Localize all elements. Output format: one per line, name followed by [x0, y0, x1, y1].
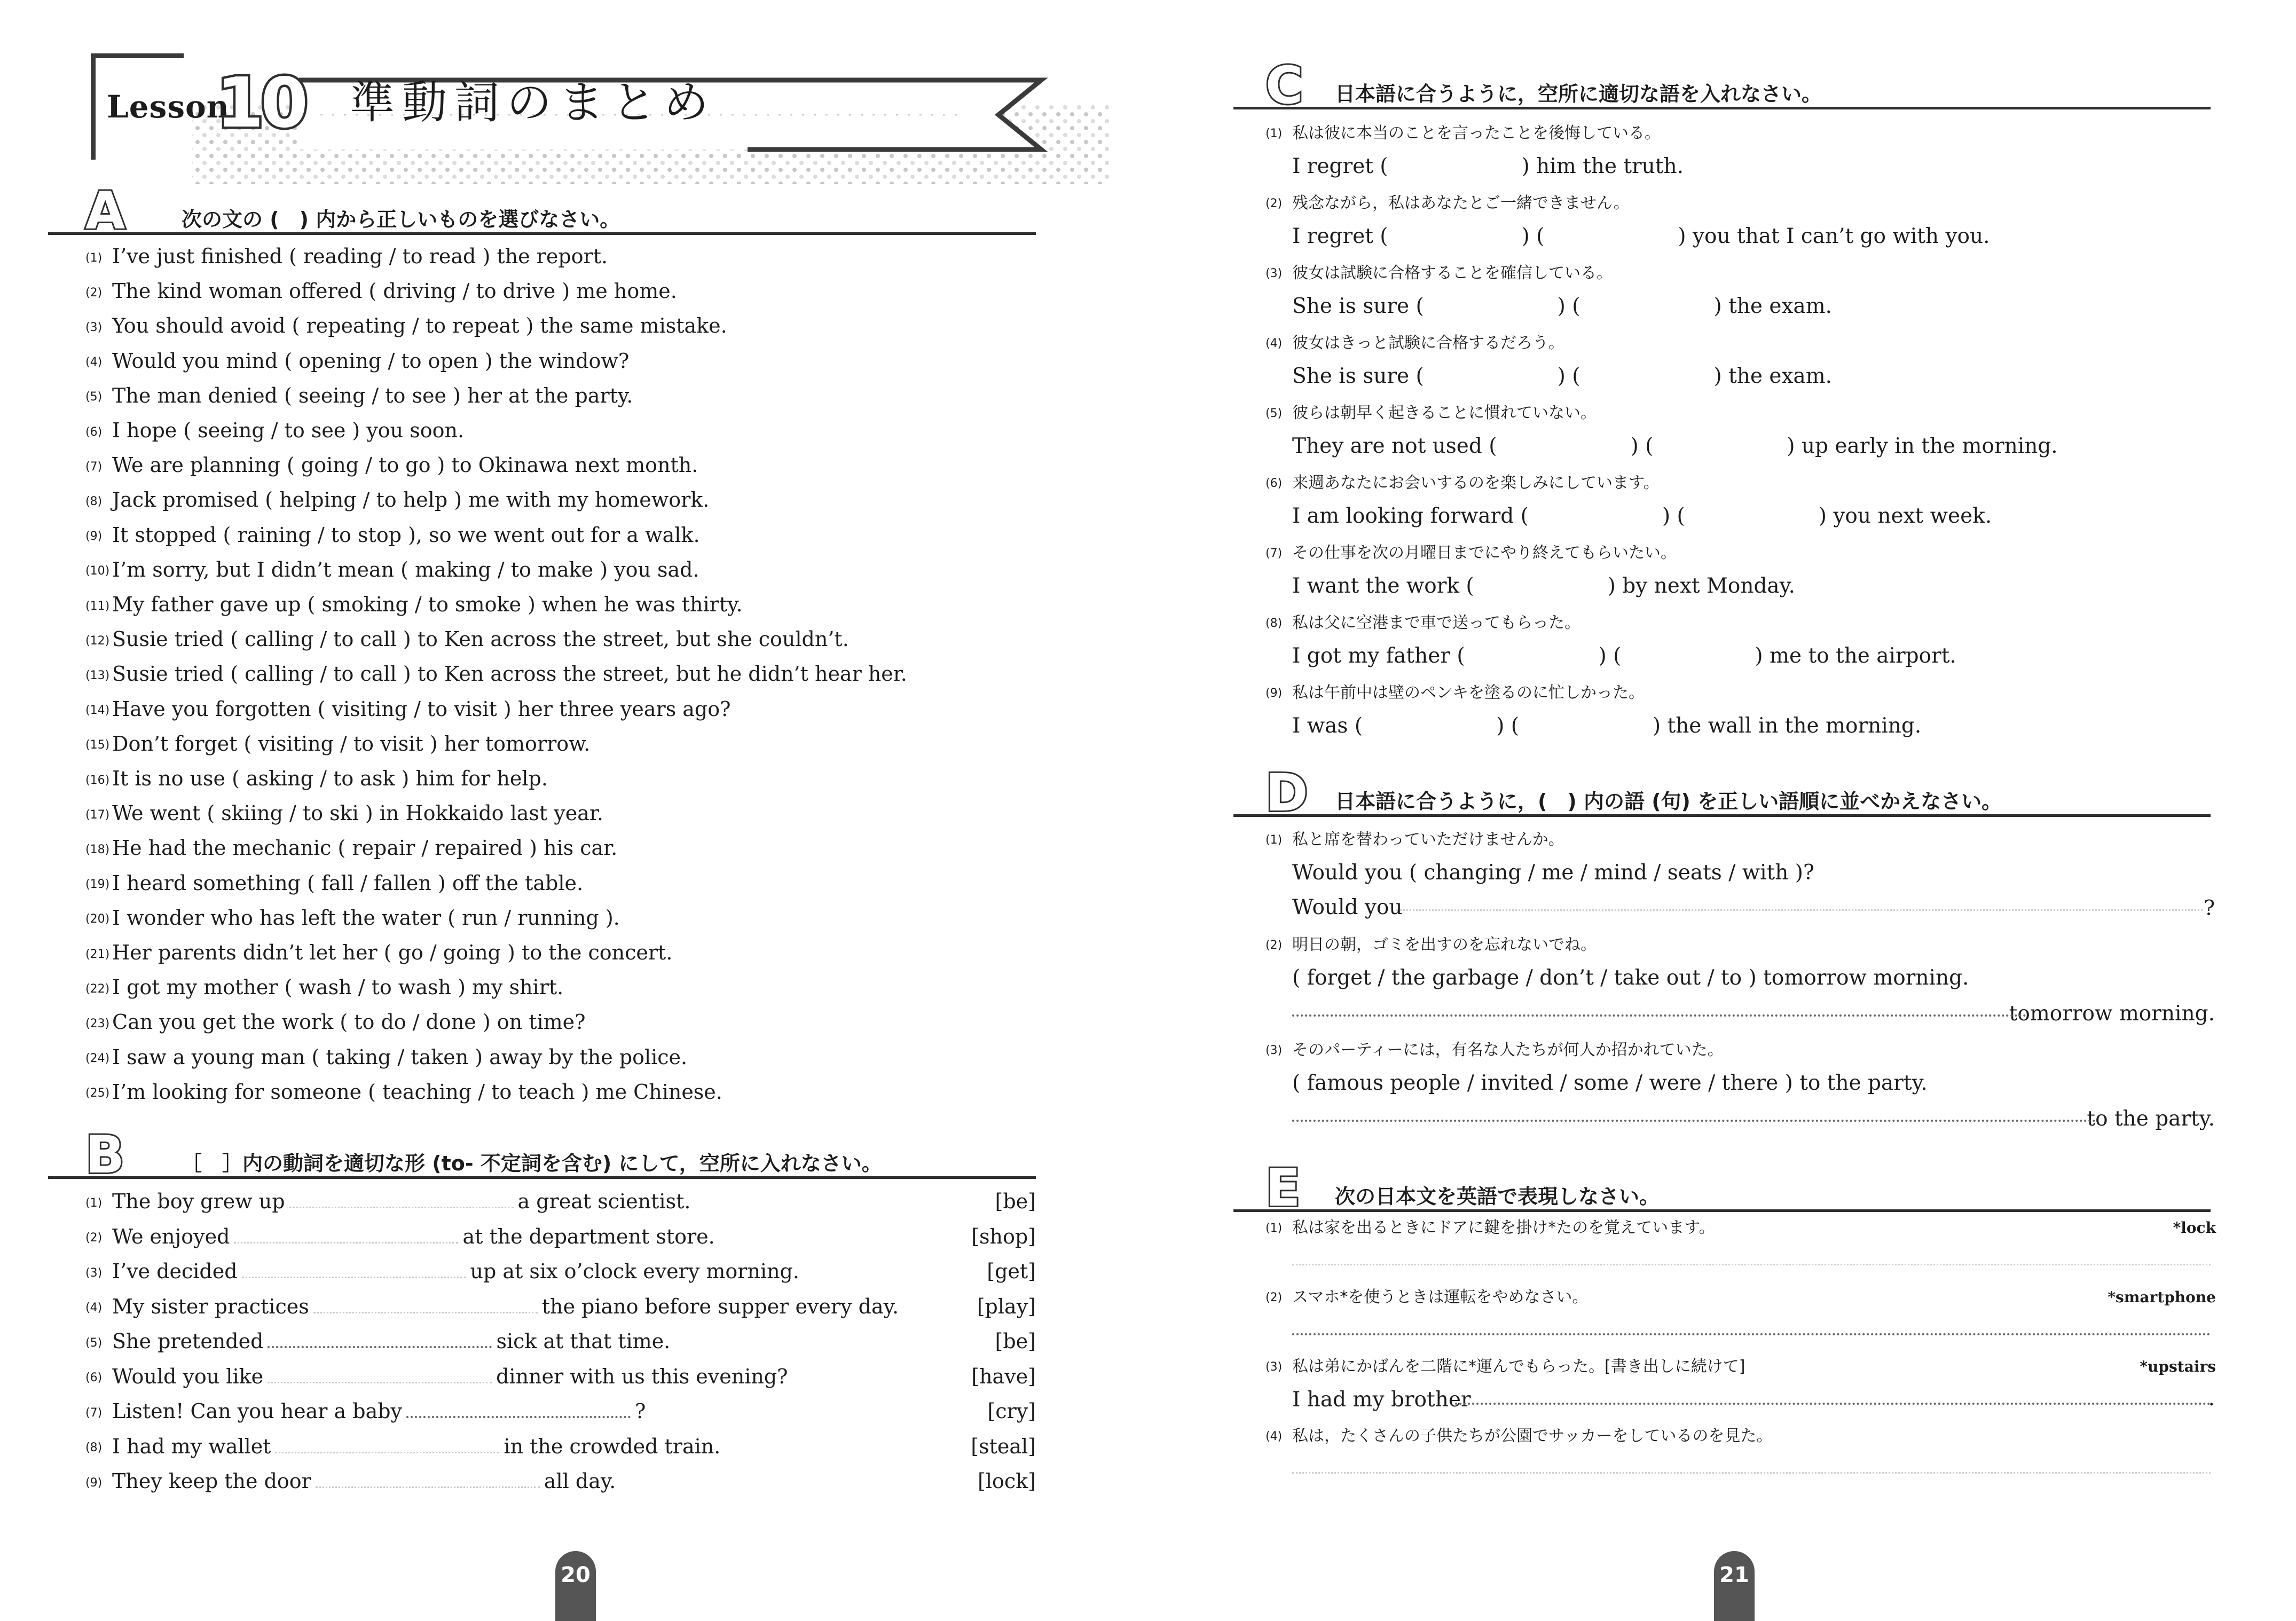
- japanese-prompt: [1265, 330, 1564, 357]
- question-text: Jack promised ( helping / to help ) me with my homework.: [112, 488, 710, 512]
- question-text: I heard something ( fall / fallen ) off the table.: [112, 871, 584, 895]
- japanese-prompt: [1265, 540, 1677, 567]
- answer-blank[interactable]: [275, 1436, 499, 1453]
- japanese-prompt: [1265, 1284, 2216, 1311]
- verb-hint: [be]: [995, 1329, 1036, 1353]
- question-number: (10): [85, 564, 110, 578]
- english-sentence: [1292, 712, 1921, 741]
- sentence-part: I regret (: [1292, 154, 1388, 178]
- question-item: [85, 1044, 687, 1073]
- section-e-instruction: 次の日本文を英語で表現しなさい。: [1335, 1185, 1660, 1208]
- question-item: [85, 835, 617, 863]
- fill-in-item: [85, 1363, 1036, 1392]
- question-text: Don’t forget ( visiting / to visit ) her tomorrow.: [112, 731, 591, 756]
- japanese-prompt: [1265, 1423, 2216, 1450]
- verb-hint: [shop]: [971, 1224, 1036, 1248]
- vocab-note: *upstairs: [2140, 1358, 2216, 1375]
- question-text: I’ve just finished ( reading / to read ) the report.: [112, 245, 608, 268]
- question-text: Susie tried ( calling / to call ) to Ken across the street, but he didn’t hear her.: [112, 662, 907, 686]
- sentence-part: I regret (: [1292, 224, 1388, 248]
- question-number: (5): [85, 390, 103, 404]
- answer-end: ?: [2204, 896, 2215, 920]
- question-number: (24): [85, 1052, 110, 1066]
- answer-blank[interactable]: [234, 1226, 458, 1244]
- japanese-text: 彼女はきっと試験に合格するだろう。: [1292, 334, 1564, 352]
- section-a-instruction: 次の文の ( ) 内から正しいものを選びなさい。: [182, 208, 620, 231]
- sentence-start: My sister practices: [112, 1294, 309, 1318]
- question-item: [85, 626, 849, 655]
- question-number: (5): [1265, 406, 1283, 420]
- answer-line[interactable]: [1292, 1014, 2026, 1017]
- sentence-end: at the department store.: [462, 1224, 715, 1248]
- japanese-text: 彼女は試験に合格することを確信している。: [1292, 264, 1613, 282]
- sentence-part: ) by next Monday.: [1607, 574, 1795, 598]
- vocab-note: *lock: [2173, 1219, 2216, 1237]
- sentence-end: sick at that time.: [496, 1329, 671, 1353]
- answer-blank[interactable]: [316, 1470, 540, 1488]
- answer-blank[interactable]: [406, 1400, 631, 1418]
- sentence-part: ) (: [1557, 294, 1581, 318]
- question-text: You should avoid ( repeating / to repeat ) the same mistake.: [112, 314, 727, 338]
- answer-line[interactable]: [1455, 1403, 2211, 1405]
- section-c-header-bar: [1265, 56, 2211, 115]
- section-b-rule: [48, 1176, 1036, 1179]
- japanese-text: 私は父に空港まで車で送ってもらった。: [1292, 613, 1581, 632]
- lesson-title: 準動詞のまとめ: [350, 76, 717, 129]
- english-sentence: [1292, 642, 1956, 671]
- question-number: (2): [85, 286, 103, 300]
- sentence-start: I’ve decided: [112, 1260, 238, 1283]
- question-number: (11): [85, 599, 110, 613]
- japanese-text: 私は，たくさんの子供たちが公園でサッカーをしているのを見た。: [1292, 1427, 1773, 1445]
- answer-blank[interactable]: [268, 1330, 492, 1348]
- page-number-left: 20: [555, 1551, 596, 1621]
- sentence-part: ) him the truth.: [1521, 154, 1684, 178]
- question-number: (19): [85, 878, 110, 892]
- question-number: (1): [1265, 1221, 1283, 1235]
- answer-blank[interactable]: [268, 1366, 492, 1383]
- japanese-text: 私は午前中は壁のペンキを塗るのに忙しかった。: [1292, 683, 1645, 702]
- english-sentence: [1292, 502, 1992, 531]
- section-c-instruction: 日本語に合うように，空所に適切な語を入れなさい。: [1335, 82, 1822, 106]
- japanese-prompt: [1265, 932, 1597, 959]
- question-number: (16): [85, 773, 110, 787]
- sentence-start: Listen! Can you hear a baby: [112, 1399, 403, 1423]
- japanese-text: その仕事を次の月曜日までにやり終えてもらいたい。: [1292, 544, 1677, 562]
- sentence-part: ) (: [1630, 434, 1654, 458]
- verb-hint: [get]: [987, 1260, 1036, 1283]
- japanese-text: 私は家を出るときにドアに鍵を掛け*たのを覚えています。: [1292, 1218, 1715, 1237]
- english-sentence: [1292, 432, 2058, 461]
- question-item: [85, 417, 464, 446]
- sentence-part: She is sure (: [1292, 364, 1424, 388]
- section-d-rule: [1233, 814, 2211, 817]
- question-number: (6): [85, 1371, 103, 1384]
- question-item: [85, 696, 731, 725]
- question-item: [85, 730, 590, 759]
- question-text: Can you get the work ( to do / done ) on time?: [112, 1010, 586, 1034]
- question-number: (18): [85, 843, 110, 856]
- japanese-text: スマホ*を使うときは運転をやめなさい。: [1292, 1288, 1589, 1307]
- section-a-rule: [48, 232, 1036, 235]
- question-number: (1): [1265, 127, 1283, 140]
- question-number: (8): [85, 494, 103, 508]
- verb-hint: [be]: [995, 1190, 1036, 1213]
- japanese-text: 残念ながら，私はあなたとご一緒できません。: [1292, 194, 1630, 213]
- question-item: [85, 556, 699, 585]
- sentence-part: She is sure (: [1292, 294, 1424, 318]
- question-number: (4): [1265, 1429, 1283, 1443]
- word-scramble: ( famous people / invited / some / were / there ) to the party.: [1292, 1071, 1928, 1095]
- question-number: (4): [85, 1301, 103, 1315]
- word-scramble: ( forget / the garbage / don’t / take out / to ) tomorrow morning.: [1292, 966, 1969, 990]
- question-number: (2): [1265, 938, 1283, 952]
- fill-in-item: [85, 1293, 1036, 1322]
- answer-blank[interactable]: [313, 1296, 538, 1313]
- answer-line[interactable]: [1396, 909, 2203, 911]
- section-d-header: [1265, 763, 2211, 823]
- question-text: It stopped ( raining / to stop ), so we went out for a walk.: [112, 523, 700, 547]
- question-number: (1): [85, 1196, 103, 1210]
- question-number: (23): [85, 1017, 110, 1030]
- question-text: I saw a young man ( taking / taken ) away by the police.: [112, 1045, 688, 1069]
- question-item: [85, 939, 672, 968]
- question-text: Have you forgotten ( visiting / to visit ) her three years ago?: [112, 697, 731, 721]
- question-number: (14): [85, 704, 110, 718]
- japanese-prompt: [1265, 1037, 1724, 1064]
- answer-line[interactable]: [1292, 1472, 2211, 1474]
- question-text: My father gave up ( smoking / to smoke ) when he was thirty.: [112, 593, 743, 616]
- japanese-prompt: [1265, 610, 1581, 637]
- question-number: (1): [1265, 833, 1283, 847]
- verb-hint: [steal]: [971, 1434, 1036, 1458]
- section-c-letter: C: [1265, 56, 1303, 115]
- english-sentence: [1292, 572, 1795, 601]
- sentence-part: ) the exam.: [1713, 294, 1833, 318]
- english-sentence: [1292, 292, 1832, 321]
- section-b-instruction: ［ ］内の動詞を適切な形 (to- 不定詞を含む) にして，空所に入れなさい。: [182, 1152, 882, 1175]
- sentence-part: ) (: [1496, 714, 1519, 738]
- question-text: Susie tried ( calling / to call ) to Ken across the street, but she couldn’t.: [112, 627, 849, 651]
- sentence-part: I want the work (: [1292, 574, 1474, 598]
- fill-in-item: [85, 1188, 1036, 1217]
- sentence-start: We enjoyed: [112, 1224, 230, 1248]
- japanese-text: 私と席を替わっていただけませんか。: [1292, 830, 1564, 849]
- sentence-part: ) up early in the morning.: [1787, 434, 2058, 458]
- question-number: (4): [85, 356, 103, 369]
- question-text: I’m sorry, but I didn’t mean ( making / to make ) you sad.: [112, 557, 699, 581]
- question-item: [85, 870, 583, 899]
- question-number: (25): [85, 1087, 110, 1100]
- question-text: We went ( skiing / to ski ) in Hokkaido last year.: [112, 801, 603, 825]
- section-a-letter: A: [85, 181, 125, 241]
- english-sentence: [1292, 222, 1990, 251]
- question-number: (9): [1265, 686, 1283, 700]
- fill-in-item: [85, 1468, 1036, 1497]
- question-text: I got my mother ( wash / to wash ) my shirt.: [112, 975, 564, 1000]
- question-number: (2): [1265, 1290, 1283, 1304]
- section-a-header: [85, 181, 1036, 241]
- english-sentence: [1292, 152, 1684, 181]
- sentence-end: up at six o’clock every morning.: [470, 1260, 799, 1283]
- question-item: [85, 904, 620, 933]
- question-number: (20): [85, 912, 110, 926]
- sentence-part: ) the wall in the morning.: [1652, 714, 1922, 738]
- question-number: (7): [85, 460, 103, 474]
- answer-start: I had my brother: [1292, 1388, 1471, 1412]
- japanese-text: 私は弟にかばんを二階に*運んでもらった。[書き出しに続けて]: [1292, 1357, 1745, 1376]
- question-number: (17): [85, 808, 110, 822]
- sentence-start: I had my wallet: [112, 1434, 271, 1458]
- verb-hint: [have]: [971, 1364, 1036, 1388]
- question-text: I’m looking for someone ( teaching / to teach ) me Chinese.: [112, 1080, 722, 1104]
- fill-in-item: [85, 1223, 1036, 1252]
- answer-blank[interactable]: [289, 1191, 514, 1208]
- section-d-instruction: 日本語に合うように，( ) 内の語 (句) を正しい語順に並べかえなさい。: [1335, 790, 2002, 813]
- fill-in-item: [85, 1398, 1036, 1427]
- question-item: [85, 800, 603, 829]
- section-b-letter: B: [85, 1125, 125, 1185]
- english-sentence: [1292, 362, 1832, 391]
- question-item: [85, 522, 700, 550]
- question-number: (8): [1265, 616, 1283, 630]
- question-number: (4): [1265, 336, 1283, 350]
- question-item: [85, 312, 727, 341]
- lesson-number: 10: [216, 64, 305, 143]
- question-item: [85, 765, 548, 794]
- japanese-prompt: [1265, 1215, 2216, 1242]
- question-item: [85, 591, 743, 620]
- japanese-prompt: [1265, 827, 1564, 854]
- answer-line[interactable]: [1292, 1333, 2211, 1335]
- question-number: (3): [1265, 1043, 1283, 1057]
- sentence-end: a great scientist.: [517, 1190, 691, 1213]
- sentence-end: the piano before supper every day.: [541, 1294, 899, 1318]
- question-number: (3): [1265, 266, 1283, 280]
- question-item: [85, 382, 633, 411]
- sentence-start: Would you like: [112, 1364, 264, 1388]
- answer-line[interactable]: [1292, 1264, 2211, 1265]
- question-number: (2): [1265, 196, 1283, 210]
- sentence-end: in the crowded train.: [504, 1434, 721, 1458]
- question-number: (13): [85, 668, 110, 682]
- section-e-rule: [1233, 1209, 2211, 1212]
- question-text: I wonder who has left the water ( run / running ).: [112, 906, 620, 930]
- japanese-prompt: [1265, 470, 1660, 497]
- sentence-start: The boy grew up: [112, 1190, 285, 1213]
- question-number: (9): [85, 530, 103, 544]
- sentence-part: ) (: [1662, 504, 1685, 528]
- sentence-part: ) you next week.: [1818, 504, 1992, 528]
- word-scramble: Would you ( changing / me / mind / seats / with )?: [1292, 861, 1814, 885]
- question-number: (5): [85, 1336, 103, 1350]
- lesson-label: Lesson: [107, 89, 230, 125]
- question-number: (6): [1265, 476, 1283, 490]
- sentence-part: I am looking forward (: [1292, 504, 1529, 528]
- sentence-part: I got my father (: [1292, 644, 1465, 668]
- sentence-end: all day.: [544, 1469, 616, 1493]
- section-e-header: [1265, 1158, 2211, 1218]
- japanese-text: そのパーティーには，有名な人たちが何人か招かれていた。: [1292, 1041, 1724, 1059]
- question-item: [85, 243, 608, 272]
- japanese-prompt: [1265, 260, 1613, 287]
- fill-in-item: [85, 1258, 1036, 1287]
- section-d-letter: D: [1265, 763, 1308, 823]
- verb-hint: [lock]: [978, 1469, 1036, 1493]
- question-item: [85, 486, 709, 515]
- japanese-text: 私は彼に本当のことを言ったことを後悔している。: [1292, 124, 1661, 143]
- question-number: (22): [85, 982, 110, 996]
- sentence-part: ) you that I can’t go with you.: [1678, 224, 1990, 248]
- question-number: (7): [1265, 546, 1283, 560]
- question-text: Would you mind ( opening / to open ) the window?: [112, 349, 630, 373]
- question-number: (6): [85, 425, 103, 439]
- japanese-prompt: [1265, 400, 1597, 427]
- sentence-end: dinner with us this evening?: [496, 1364, 788, 1388]
- question-item: [85, 660, 907, 689]
- question-number: (2): [85, 1231, 103, 1245]
- question-number: (7): [85, 1406, 103, 1420]
- question-number: (3): [85, 1266, 103, 1280]
- sentence-part: They are not used (: [1292, 434, 1497, 458]
- fill-in-item: [85, 1328, 1036, 1357]
- sentence-part: ) me to the airport.: [1755, 644, 1956, 668]
- section-e-letter: E: [1265, 1158, 1301, 1218]
- verb-hint: [play]: [977, 1294, 1036, 1318]
- sentence-part: I was (: [1292, 714, 1363, 738]
- vocab-note: *smartphone: [2108, 1288, 2216, 1306]
- japanese-text: 明日の朝，ゴミを出すのを忘れないでね。: [1292, 935, 1597, 954]
- question-text: It is no use ( asking / to ask ) him for help.: [112, 767, 548, 790]
- fill-in-item: [85, 1433, 1036, 1462]
- question-item: [85, 1079, 722, 1107]
- question-item: [85, 278, 677, 306]
- page-number-right: 21: [1714, 1551, 1755, 1621]
- sentence-start: She pretended: [112, 1329, 264, 1353]
- question-number: (12): [85, 634, 110, 648]
- question-item: [85, 974, 563, 1003]
- question-number: (3): [1265, 1360, 1283, 1374]
- japanese-text: 来週あなたにお会いするのを楽しみにしています。: [1292, 474, 1660, 492]
- question-number: (1): [85, 251, 103, 265]
- japanese-text: 彼らは朝早く起きることに慣れていない。: [1292, 404, 1597, 422]
- question-number: (8): [85, 1441, 103, 1454]
- question-text: I hope ( seeing / to see ) you soon.: [112, 419, 465, 442]
- question-number: (3): [85, 320, 103, 334]
- japanese-prompt: [1265, 1354, 2216, 1381]
- answer-start: Would you: [1292, 895, 1403, 919]
- question-text: Her parents didn’t let her ( go / going ) to the concert.: [112, 941, 673, 964]
- answer-end: tomorrow morning.: [2009, 1002, 2215, 1026]
- section-c-rule: [1233, 107, 2211, 109]
- sentence-start: They keep the door: [112, 1469, 311, 1493]
- question-number: (21): [85, 947, 110, 961]
- section-b-header: [85, 1125, 1036, 1185]
- sentence-part: ) (: [1521, 224, 1545, 248]
- japanese-prompt: [1265, 120, 1661, 147]
- answer-blank[interactable]: [242, 1261, 466, 1278]
- question-item: [85, 348, 629, 376]
- sentence-end: ?: [635, 1399, 646, 1423]
- japanese-prompt: [1265, 680, 1645, 707]
- question-text: He had the mechanic ( repair / repaired ) his car.: [112, 836, 618, 860]
- question-number: (15): [85, 738, 110, 752]
- japanese-prompt: [1265, 190, 1630, 217]
- verb-hint: [cry]: [987, 1399, 1036, 1423]
- question-item: [85, 1009, 586, 1037]
- question-text: The kind woman offered ( driving / to drive ) me home.: [112, 279, 677, 303]
- question-number: (9): [85, 1476, 103, 1490]
- question-item: [85, 452, 698, 481]
- sentence-part: ) (: [1598, 644, 1622, 668]
- answer-line[interactable]: [1292, 1120, 2096, 1122]
- sentence-part: ) the exam.: [1713, 364, 1833, 388]
- answer-end: to the party.: [2087, 1107, 2215, 1131]
- question-text: The man denied ( seeing / to see ) her at the party.: [112, 383, 633, 407]
- question-text: We are planning ( going / to go ) to Okinawa next month.: [112, 453, 698, 477]
- sentence-part: ) (: [1557, 364, 1581, 388]
- answer-end: .: [2208, 1387, 2215, 1411]
